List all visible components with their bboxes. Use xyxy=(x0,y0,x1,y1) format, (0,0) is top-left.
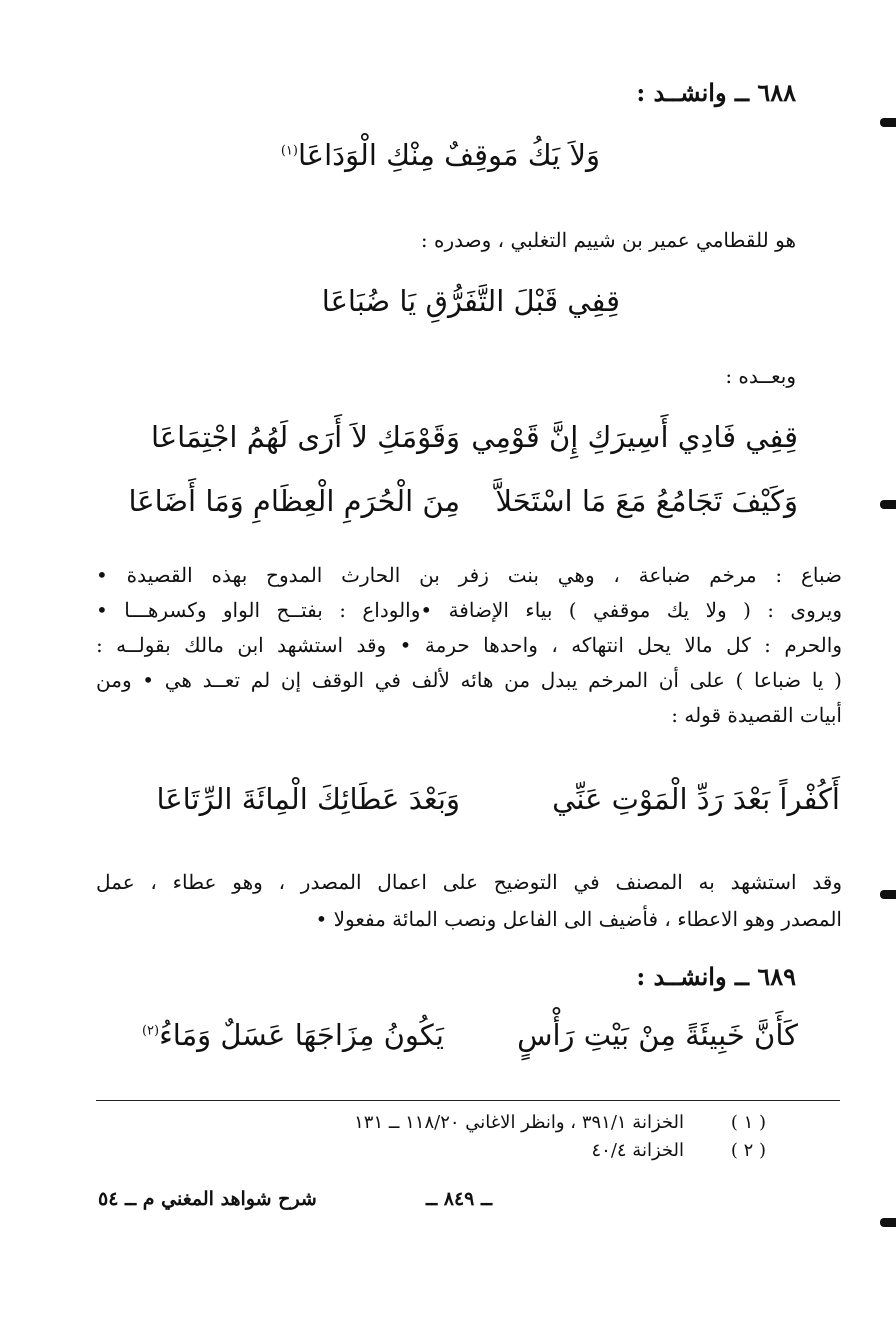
footnote-2-number: ( ٢ ) xyxy=(730,1140,766,1161)
page-number: ــ ٨٤٩ ــ xyxy=(426,1188,493,1210)
entry-heading-689: ٦٨٩ ــ وانشــد : xyxy=(636,962,796,991)
verse-text: وَلاَ يَكُ مَوقِفٌ مِنْكِ الْوَدَاعَا xyxy=(297,138,600,172)
footnote-marker-1: (١) xyxy=(280,143,298,159)
footnote-1-number: ( ١ ) xyxy=(730,1112,766,1133)
scan-edge-mark xyxy=(880,118,896,127)
commentary-line-2: ويروى : ( ولا يك موقفي ) بياء الإضافة •والوداع : بفتــح الواو وكسرهـــا • xyxy=(96,598,842,622)
entry-heading-688: ٦٨٨ ــ وانشــد : xyxy=(636,78,796,107)
running-footer-title: شرح شواهد المغني م ــ ٥٤ xyxy=(98,1188,317,1210)
commentary-line-5: أبيات القصيدة قوله : xyxy=(671,703,842,727)
verse-689-right-hemistich: كَأَنَّ خَبِيئَةً مِنْ بَيْتِ رَأْسٍ xyxy=(517,1018,798,1052)
extra-couplet-left-hemistich: وَبَعْدَ عَطَائِكَ الْمِائَةَ الرِّتَاعَا xyxy=(156,782,460,816)
verse-689-left-hemistich xyxy=(124,1018,444,1052)
commentary-line-3: والحرم : كل مالا يحل انتهاكه ، واحدها حرمة • وقد استشهد ابن مالك بقولــه : xyxy=(96,633,842,657)
closing-line-1: وقد استشهد به المصنف في التوضيح على اعمال المصدر ، وهو عطاء ، عمل xyxy=(96,870,842,894)
verse-sadr: قِفِي قَبْلَ التَّفَرُّقِ يَا ضُبَاعَا xyxy=(321,284,620,318)
attribution-line: هو للقطامي عمير بن شييم التغلبي ، وصدره : xyxy=(420,228,796,252)
footnote-marker-2: (٢) xyxy=(141,1023,160,1039)
verse-text: يَكُونُ مِزَاجَهَا عَسَلٌ وَمَاءُ xyxy=(159,1018,444,1052)
footnote-separator xyxy=(96,1100,840,1101)
scan-edge-mark xyxy=(880,890,896,899)
couplet-2-left-hemistich: مِنَ الْحُرَمِ الْعِظَامِ وَمَا أَضَاعَا xyxy=(128,484,460,518)
extra-couplet-right-hemistich: أَكُفْراً بَعْدَ رَدِّ الْمَوْتِ عَنِّي xyxy=(552,782,840,816)
commentary-line-4: ( يا ضباعا ) على أن المرخم يبدل من هائه لألف في الوقف إن لم تعــد هي • ومن xyxy=(96,668,842,692)
verse-line-main xyxy=(280,138,600,172)
scan-edge-mark xyxy=(880,500,896,509)
couplet-2-right-hemistich: وَكَيْفَ تَجَامُعُ مَعَ مَا اسْتَحَلاَّ xyxy=(495,484,798,518)
closing-line-2: المصدر وهو الاعطاء ، فأضيف الى الفاعل ونصب المائة مفعولا • xyxy=(315,907,842,931)
scan-edge-mark xyxy=(880,1218,896,1227)
footnote-1-text: الخزانة ٣٩١/١ ، وانظر الاغاني ١١٨/٢٠ ــ ١٣١ xyxy=(354,1112,684,1133)
after-label: وبعــده : xyxy=(725,364,796,388)
commentary-line-1: ضباع : مرخم ضباعة ، وهي بنت زفر بن الحارث المدوح بهذه القصيدة • xyxy=(96,563,842,587)
couplet-1-right-hemistich: قِفِي فَادِي أَسِيرَكِ إِنَّ قَوْمِي xyxy=(471,420,798,454)
footnote-2-text: الخزانة ٤٠/٤ xyxy=(591,1140,684,1161)
couplet-1-left-hemistich: وَقَوْمَكِ لاَ أَرَى لَهُمُ اجْتِمَاعَا xyxy=(151,420,460,454)
